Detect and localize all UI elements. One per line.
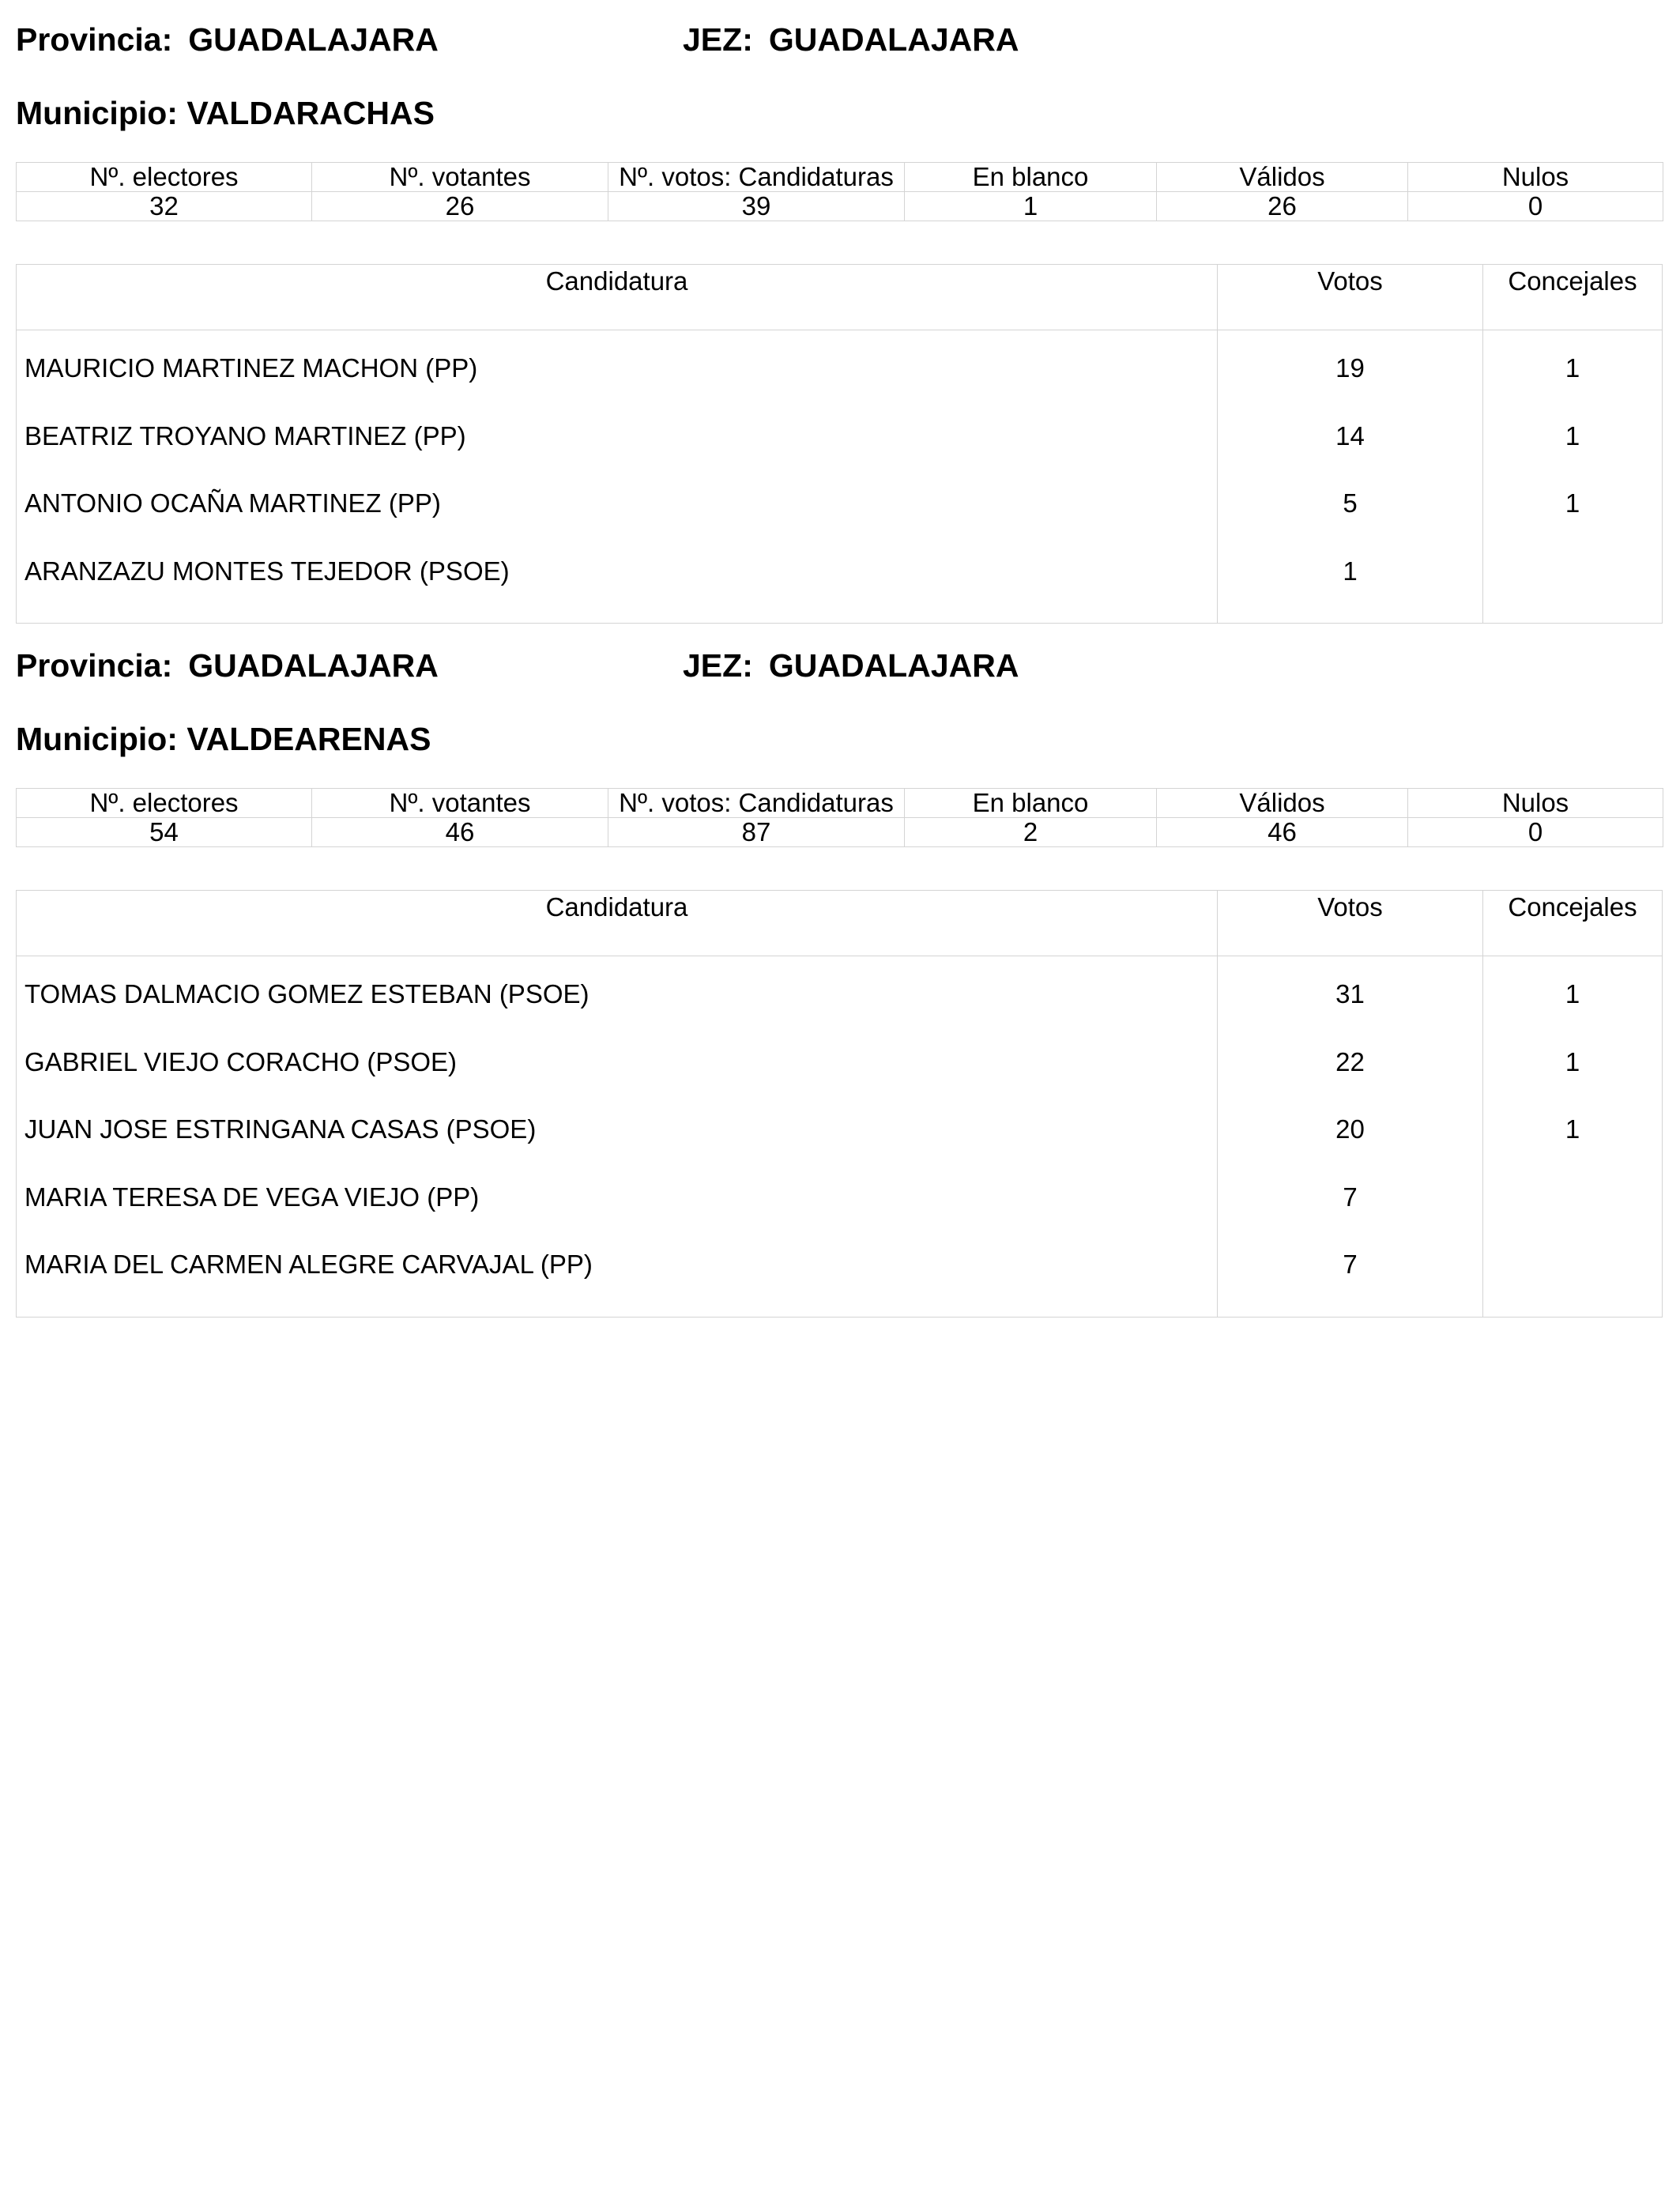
stats-electores: 32	[17, 192, 312, 221]
stats-header-votantes: Nº. votantes	[312, 163, 608, 192]
stats-nulos: 0	[1408, 192, 1663, 221]
stats-validos: 26	[1157, 192, 1408, 221]
concejales-header: Concejales	[1508, 892, 1637, 922]
candidate-votes: 19	[1335, 353, 1365, 383]
jez-value: GUADALAJARA	[768, 647, 1019, 684]
concejales-header: Concejales	[1508, 266, 1637, 296]
provincia-label: Provincia:	[16, 21, 173, 58]
candidate-name: TOMAS DALMACIO GOMEZ ESTEBAN (PSOE)	[24, 979, 590, 1008]
municipio-value: VALDARACHAS	[186, 95, 435, 131]
stats-validos: 46	[1157, 818, 1408, 847]
candidate-names-column	[17, 330, 1218, 623]
jez-label: JEZ:	[683, 647, 753, 684]
candidate-votes: 7	[1343, 1182, 1358, 1212]
stats-votos-candidaturas: 87	[608, 818, 905, 847]
stats-header-validos: Válidos	[1157, 789, 1408, 818]
candidate-name: MAURICIO MARTINEZ MACHON (PP)	[24, 353, 478, 383]
provincia-line	[16, 20, 1019, 59]
provincia-value: GUADALAJARA	[188, 21, 439, 58]
candidate-votes-column	[1218, 956, 1483, 1317]
municipio-line	[16, 719, 431, 759]
candidates-body	[17, 330, 1662, 623]
provincia-value: GUADALAJARA	[188, 647, 439, 684]
jez-line	[683, 20, 1019, 59]
candidates-header	[17, 265, 1662, 330]
candidate-votes: 14	[1335, 420, 1365, 450]
municipio-label: Municipio:	[16, 95, 178, 131]
candidate-name: GABRIEL VIEJO CORACHO (PSOE)	[24, 1046, 458, 1076]
candidate-concejales: 1	[1565, 488, 1580, 518]
candidate-name: ANTONIO OCAÑA MARTINEZ (PP)	[24, 488, 441, 518]
candidates-body	[17, 956, 1662, 1317]
candidate-concejales	[1483, 554, 1662, 622]
candidate-votes: 7	[1343, 1250, 1358, 1279]
stats-table	[16, 788, 1663, 847]
stats-header-row	[17, 163, 1663, 192]
candidates-table	[16, 890, 1663, 1318]
candidate-name: ARANZAZU MONTES TEJEDOR (PSOE)	[24, 556, 510, 586]
stats-header-row	[17, 789, 1663, 818]
stats-header-electores: Nº. electores	[17, 789, 312, 818]
candidate-concejales	[1483, 1180, 1662, 1248]
stats-header-nulos: Nulos	[1408, 163, 1663, 192]
jez-line	[683, 646, 1019, 685]
stats-votos-candidaturas: 39	[608, 192, 905, 221]
candidates-table	[16, 264, 1663, 624]
stats-electores: 54	[17, 818, 312, 847]
candidate-concejales: 1	[1565, 1046, 1580, 1076]
jez-value: GUADALAJARA	[768, 21, 1019, 58]
candidate-name: BEATRIZ TROYANO MARTINEZ (PP)	[24, 420, 466, 450]
stats-nulos: 0	[1408, 818, 1663, 847]
candidate-concejales: 1	[1565, 353, 1580, 383]
candidate-votes: 20	[1335, 1114, 1365, 1144]
stats-header-validos: Válidos	[1157, 163, 1408, 192]
candidate-concejales-column	[1483, 956, 1662, 1317]
candidatura-header: Candidatura	[17, 265, 1218, 330]
candidate-votes: 22	[1335, 1046, 1365, 1076]
candidate-concejales	[1483, 1247, 1662, 1315]
stats-header-electores: Nº. electores	[17, 163, 312, 192]
municipio-value: VALDEARENAS	[186, 721, 431, 757]
stats-header-en-blanco: En blanco	[905, 789, 1157, 818]
stats-value-row	[17, 818, 1663, 847]
candidate-votes: 31	[1335, 979, 1365, 1008]
votos-header: Votos	[1218, 265, 1483, 330]
stats-votantes: 26	[312, 192, 608, 221]
candidate-concejales: 1	[1565, 979, 1580, 1008]
municipio-label: Municipio:	[16, 721, 178, 757]
candidate-concejales: 1	[1565, 420, 1580, 450]
candidate-votes: 1	[1343, 556, 1358, 586]
provincia-line	[16, 646, 1019, 685]
stats-value-row	[17, 192, 1663, 221]
jez-label: JEZ:	[683, 21, 753, 58]
votos-header: Votos	[1218, 891, 1483, 956]
provincia-label: Provincia:	[16, 647, 173, 684]
stats-header-votos-candidaturas: Nº. votos: Candidaturas	[608, 789, 905, 818]
stats-votantes: 46	[312, 818, 608, 847]
stats-header-nulos: Nulos	[1408, 789, 1663, 818]
candidate-votes: 5	[1343, 488, 1358, 518]
candidate-concejales: 1	[1565, 1114, 1580, 1144]
candidate-concejales-column	[1483, 330, 1662, 623]
candidate-name: MARIA DEL CARMEN ALEGRE CARVAJAL (PP)	[24, 1250, 593, 1279]
candidate-names-column	[17, 956, 1218, 1317]
candidates-header	[17, 891, 1662, 956]
candidate-name: JUAN JOSE ESTRINGANA CASAS (PSOE)	[24, 1114, 537, 1144]
stats-table	[16, 162, 1663, 221]
stats-en-blanco: 2	[905, 818, 1157, 847]
stats-header-votantes: Nº. votantes	[312, 789, 608, 818]
stats-en-blanco: 1	[905, 192, 1157, 221]
candidate-votes-column	[1218, 330, 1483, 623]
municipio-line	[16, 93, 435, 133]
stats-header-votos-candidaturas: Nº. votos: Candidaturas	[608, 163, 905, 192]
stats-header-en-blanco: En blanco	[905, 163, 1157, 192]
candidate-name: MARIA TERESA DE VEGA VIEJO (PP)	[24, 1182, 480, 1212]
candidatura-header: Candidatura	[17, 891, 1218, 956]
